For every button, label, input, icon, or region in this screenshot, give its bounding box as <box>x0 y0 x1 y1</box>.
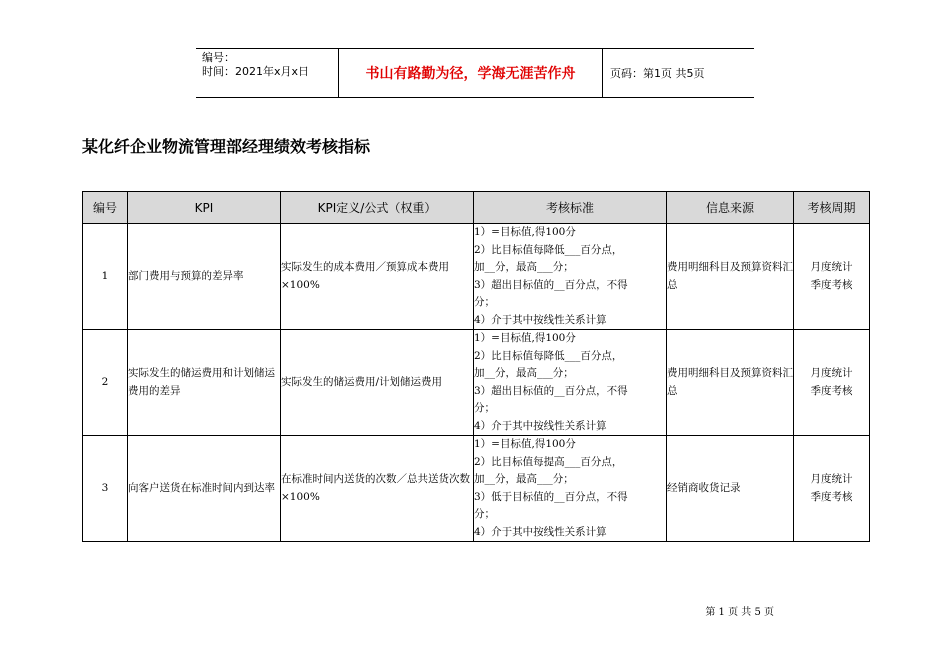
standard-line: 1）=目标值,得100分 <box>474 438 576 450</box>
kpi-table <box>82 191 870 542</box>
standard-line: 分； <box>474 296 495 308</box>
header-motto: 书山有路勤为径，学海无涯苦作舟 <box>339 49 603 97</box>
header-cell-standard: 考核标准 <box>474 192 667 224</box>
cell-cycle <box>794 330 870 436</box>
standard-line: 4）介于其中按线性关系计算 <box>474 525 607 538</box>
cell-cycle <box>794 436 870 542</box>
cell-kpi: 实际发生的储运费用和计划储运费用的差异 <box>128 330 281 436</box>
cell-cycle <box>794 224 870 330</box>
cycle-line: 季度考核 <box>810 278 853 291</box>
cycle-line: 季度考核 <box>810 490 853 503</box>
cell-definition: 实际发生的成本费用／预算成本费用×100% <box>281 224 474 330</box>
page-footer: 第 1 页 共 5 页 <box>705 607 774 618</box>
standard-line: 2）比目标值每降低___百分点， <box>474 349 623 362</box>
cell-definition: 在标准时间内送货的次数／总共送货次数×100% <box>281 436 474 542</box>
table-row <box>83 436 870 542</box>
standard-line: 分； <box>474 402 495 414</box>
cell-num: 2 <box>83 330 128 436</box>
cell-source: 费用明细科目及预算资料汇总 <box>667 224 794 330</box>
cell-definition: 实际发生的储运费用/计划储运费用 <box>281 330 474 436</box>
standard-line: 3）超出目标值的__百分点，不得 <box>474 384 628 397</box>
table-header-row <box>83 192 870 224</box>
cell-kpi: 向客户送货在标准时间内到达率 <box>128 436 281 542</box>
cell-standard <box>474 224 667 330</box>
cycle-line: 季度考核 <box>810 384 853 397</box>
standard-line: 1）=目标值,得100分 <box>474 332 576 344</box>
cell-kpi: 部门费用与预算的差异率 <box>128 224 281 330</box>
cell-source: 费用明细科目及预算资料汇总 <box>667 330 794 436</box>
standard-line: 1）=目标值,得100分 <box>474 226 576 238</box>
page-title: 某化纤企业物流管理部经理绩效考核指标 <box>82 137 371 156</box>
cell-num: 3 <box>83 436 128 542</box>
cell-standard <box>474 436 667 542</box>
header-meta <box>196 49 339 97</box>
header-cell-num: 编号 <box>83 192 128 224</box>
header-cell-source: 信息来源 <box>667 192 794 224</box>
header-page-info: 页码：第1页 共5页 <box>610 67 705 80</box>
header-cell-cycle: 考核周期 <box>794 192 870 224</box>
standard-line: 加__分，最高___分； <box>474 367 574 379</box>
standard-line: 分； <box>474 508 495 520</box>
document-header <box>196 48 754 98</box>
cell-source: 经销商收货记录 <box>667 436 794 542</box>
standard-line: 4）介于其中按线性关系计算 <box>474 313 607 326</box>
standard-line: 加__分，最高___分； <box>474 473 574 485</box>
header-cell-definition: KPI定义/公式（权重） <box>281 192 474 224</box>
cell-num: 1 <box>83 224 128 330</box>
cycle-line: 月度统计 <box>810 261 853 273</box>
cycle-line: 月度统计 <box>810 473 853 485</box>
cell-standard <box>474 330 667 436</box>
standard-line: 4）介于其中按线性关系计算 <box>474 419 607 432</box>
standard-line: 加__分，最高___分； <box>474 261 574 273</box>
standard-line: 2）比目标值每降低___百分点， <box>474 243 623 256</box>
table-row <box>83 330 870 436</box>
standard-line: 2）比目标值每提高___百分点， <box>474 455 623 468</box>
cycle-line: 月度统计 <box>810 367 853 379</box>
table-row <box>83 224 870 330</box>
time-label: 时间：2021年x月x日 <box>202 65 310 78</box>
standard-line: 3）超出目标值的__百分点，不得 <box>474 278 628 291</box>
standard-line: 3）低于目标值的__百分点，不得 <box>474 490 628 503</box>
serial-label: 编号： <box>202 51 235 64</box>
header-cell-kpi: KPI <box>128 192 281 224</box>
